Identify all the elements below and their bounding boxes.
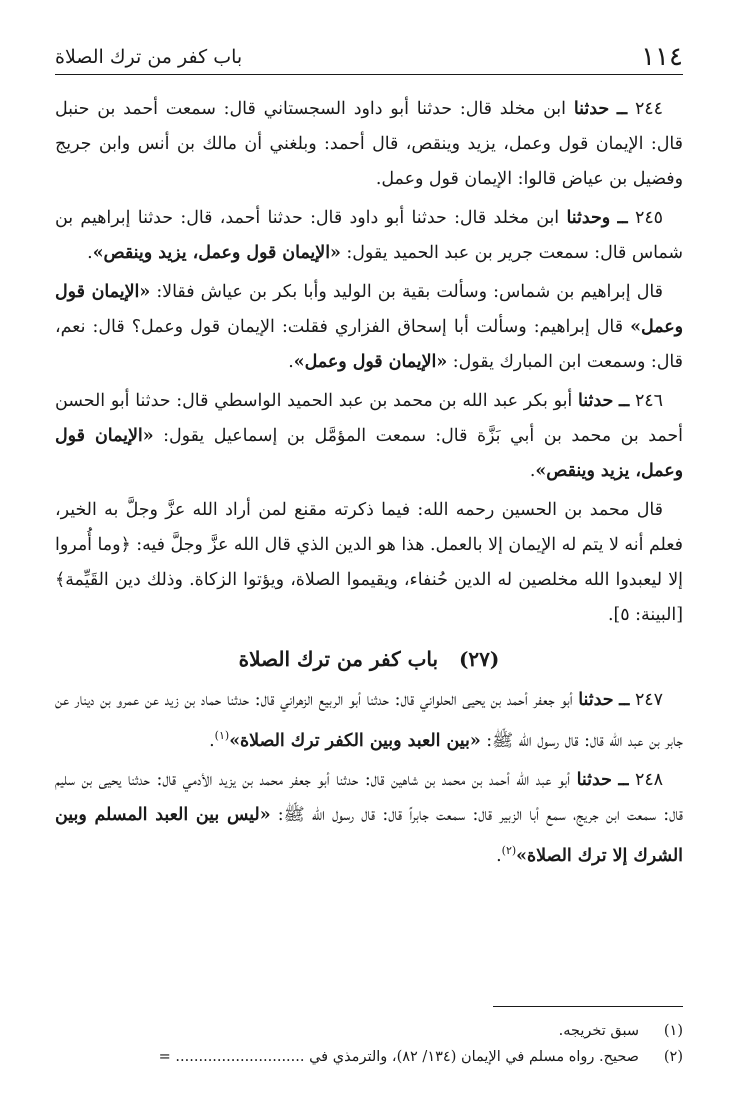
paragraph-tail: . xyxy=(87,243,93,263)
quote-text: «بين العبد وبين الكفر ترك الصلاة» xyxy=(229,730,481,751)
hadith-number: ٢٤٥ xyxy=(634,208,664,228)
paragraph-commentary xyxy=(55,493,683,633)
paragraph-text: قال إبراهيم بن شماس: وسألت بقية بن الوليد وأبا بكر بن عياش فقالا: xyxy=(150,282,663,302)
footnote-number: (٢) xyxy=(663,1049,683,1065)
paragraph-text: ابن مخلد قال: حدثنا أبو داود قال: حدثنا أحمد، قال: حدثنا إبراهيم بن شماس قال: سمعت جرير بن عبد الحميد يقول: xyxy=(55,208,683,263)
page-number: ١١٤ xyxy=(641,42,683,72)
lead-word: وحدثنا xyxy=(566,208,611,228)
paragraph-tail: . xyxy=(529,461,536,481)
chapter-title: باب كفر من ترك الصلاة xyxy=(238,647,439,671)
quote-text: «الإيمان قول وعمل، يزيد وينقص» xyxy=(55,426,683,481)
paragraph-245: ٢٤٥ ــ وحدثنا ابن مخلد قال: حدثنا أبو داود قال: حدثنا أحمد، قال: حدثنا إبراهيم بن شماس قال: سمعت جرير بن عبد الحميد يقول: «الإيمان قول وعمل، يزيد وينقص». xyxy=(55,208,683,263)
lead-word: حدثنا xyxy=(576,769,612,790)
lead-word: حدثنا xyxy=(573,99,610,119)
footnote-number: (١) xyxy=(663,1023,683,1039)
body-text xyxy=(55,92,683,874)
paragraph-248: ٢٤٨ ــ حدثنا أبو عبد الله أحمد بن محمد بن شاهين قال: حدثنا أبو جعفر محمد بن يزيد الأدمي قال: حدثنا يحيى بن سليم قال: سمعت ابن جريج، سمع أبا الزبير قال: سمعت جابراً قال: قال رسول الله ﷺ: «ليس بين العبد المسلم وبين الشرك إلا ترك الصلاة»$^{(٢)}$. xyxy=(55,769,683,866)
page-header xyxy=(55,36,683,75)
paragraph-text: أبو بكر عبد الله بن محمد بن عبد الحميد الواسطي قال: حدثنا أبو الحسن أحمد بن محمد بن أبي بَزَّة قال: سمعت المؤمَّل بن إسماعيل يقول: xyxy=(55,391,683,446)
paragraph-text: ابن مخلد قال: حدثنا أبو داود السجستاني قال: سمعت أحمد بن حنبل قال: الإيمان قول وعمل، يزيد وينقص، قال أحمد: وبلغني أن مالك بن أنس وابن جريج وفضيل بن عياض قالوا: الإيمان قول وعمل. xyxy=(55,99,683,189)
footnote-1 xyxy=(55,1018,683,1044)
lead-word: حدثنا xyxy=(578,690,614,710)
footnotes xyxy=(55,1018,683,1070)
quote-text: «ليس بين العبد المسلم وبين الشرك إلا ترك الصلاة» xyxy=(55,804,683,866)
hadith-number: ٢٤٨ xyxy=(635,769,664,790)
chapter-number: (٢٧) xyxy=(458,647,500,671)
paragraph-244: ٢٤٤ ــ حدثنا ابن مخلد قال: حدثنا أبو داود السجستاني قال: سمعت أحمد بن حنبل قال: الإيمان قول وعمل، يزيد وينقص، قال أحمد: وبلغني أن مالك بن أنس وابن جريج وفضيل بن عياض قالوا: الإيمان قول وعمل. xyxy=(55,99,683,189)
hadith-number: ٢٤٧ xyxy=(634,690,663,710)
paragraph-shammas xyxy=(55,275,683,380)
footnote-divider xyxy=(493,1006,683,1007)
quote-text: «الإيمان قول وعمل، يزيد وينقص» xyxy=(92,243,341,263)
paragraph-246: ٢٤٦ ــ حدثنا أبو بكر عبد الله بن محمد بن عبد الحميد الواسطي قال: حدثنا أبو الحسن أحمد بن محمد بن أبي بَزَّة قال: سمعت المؤمَّل بن إسماعيل يقول: «الإيمان قول وعمل، يزيد وينقص». xyxy=(55,391,683,481)
paragraph-text: قال إبراهيم: وسألت أبا إسحاق الفزاري فقلت: الإيمان قول وعمل؟ قال: نعم، قال: وسمعت ابن المبارك يقول: xyxy=(55,317,683,372)
paragraph-tail: . xyxy=(496,845,502,866)
paragraph-tail: . xyxy=(209,730,215,751)
footnote-2 xyxy=(55,1044,683,1070)
paragraph-text: أبو عبد الله أحمد بن محمد بن شاهين قال: حدثنا أبو جعفر محمد بن يزيد الأدمي قال: حدثنا يحيى بن سليم قال: سمعت ابن جريج، سمع أبا الزبير قال: سمعت جابراً قال: قال رسول الله ﷺ: xyxy=(55,769,683,825)
footnote-text: سبق تخريجه. xyxy=(558,1023,639,1039)
quote-text: «الإيمان قول وعمل» xyxy=(293,352,448,372)
hadith-number: ٢٤٤ xyxy=(634,99,663,119)
lead-word: حدثنا xyxy=(578,391,614,411)
chapter-heading xyxy=(55,637,683,681)
footnote-ref: (٢) xyxy=(501,843,517,857)
paragraph-text: قال محمد بن الحسين رحمه الله: فيما ذكرته مقنع لمن أراد الله عزَّ وجلَّ به الخير، فعلم أنه لا يتم له الإيمان إلا بالعمل. هذا هو الدين الذي قال الله عزَّ وجلَّ فيه: ﴿وما أُمروا إلا ليعبدوا الله مخلصين له الدين حُنفاء، ويقيموا الصلاة، ويؤتوا الزكاة. وذلك دين القَيِّمة﴾ [البينة: ٥]. xyxy=(55,500,683,625)
hadith-number: ٢٤٦ xyxy=(634,391,663,411)
footnote-ref: (١) xyxy=(214,729,230,742)
paragraph-tail: . xyxy=(288,352,294,372)
running-title: باب كفر من ترك الصلاة xyxy=(55,46,243,68)
footnote-text: صحيح. رواه مسلم في الإيمان (١٣٤/ ٨٢)، والترمذي في ............................ = xyxy=(158,1049,639,1065)
quote-text: «الإيمان قول وعمل» xyxy=(55,282,683,337)
paragraph-text: أبو جعفر أحمد بن يحيى الحلواني قال: حدثنا أبو الربيع الزهراني قال: حدثنا حماد بن زيد عن عمرو بن دينار عن جابر بن عبد الله قال: قال رسول الله ﷺ: xyxy=(55,690,683,751)
paragraph-247: ٢٤٧ ــ حدثنا أبو جعفر أحمد بن يحيى الحلواني قال: حدثنا أبو الربيع الزهراني قال: حدثنا حماد بن زيد عن عمرو بن دينار عن جابر بن عبد الله قال: قال رسول الله ﷺ: «بين العبد وبين الكفر ترك الصلاة»$^{(١)}$. xyxy=(55,690,683,751)
